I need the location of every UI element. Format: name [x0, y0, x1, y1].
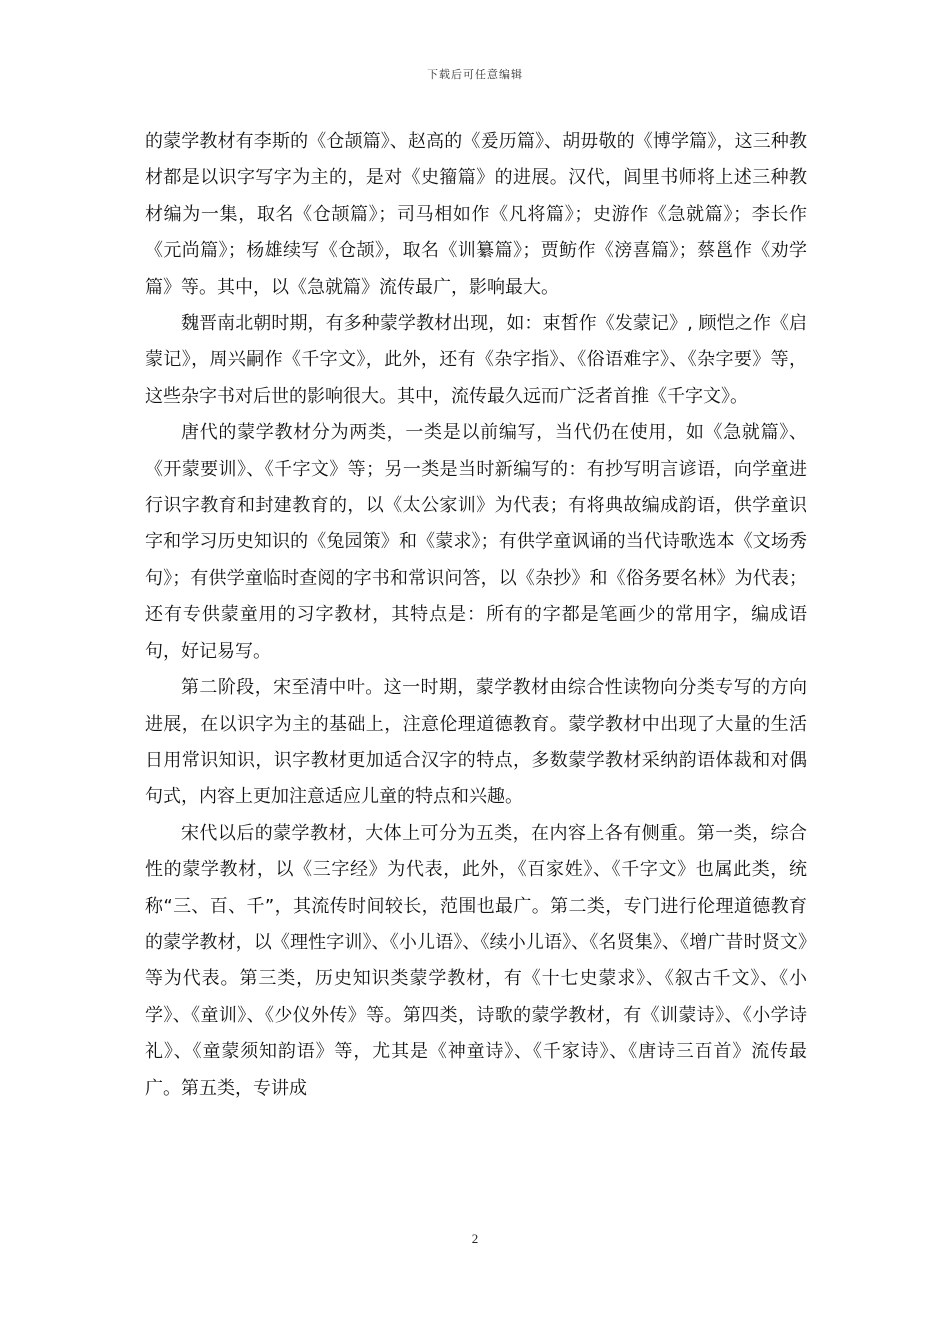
paragraph: 第二阶段，宋至清中叶。这一时期，蒙学教材由综合性读物向分类专写的方向进展，在以识字为主的基础上，注意伦理道德教育。蒙学教材中出现了大量的生活日用常识知识，识字教材更加适合汉字的特点，多数蒙学教材采纳韵语体裁和对偶句式，内容上更加注意适应儿童的特点和兴趣。	[145, 677, 807, 808]
body-text	[145, 124, 807, 1107]
paragraph: 的蒙学教材有李斯的《仓颉篇》、赵高的《爰历篇》、胡毋敬的《博学篇》，这三种教材都是以识字写字为主的，是对《史籀篇》的进展。汉代，闾里书师将上述三种教材编为一集，取名《仓颉篇》；司马相如作《凡将篇》；史游作《急就篇》；李长作《元尚篇》；杨雄续写《仓颉》，取名《训纂篇》；贾鲂作《滂喜篇》；蔡邕作《劝学篇》等。其中，以《急就篇》流传最广，影响最大。	[145, 131, 807, 298]
page-number: 2	[471, 1231, 479, 1246]
paragraph: 唐代的蒙学教材分为两类，一类是以前编写，当代仍在使用，如《急就篇》、《开蒙要训》、《千字文》等；另一类是当时新编写的：有抄写明言谚语，向学童进行识字教育和封建教育的，以《太公家训》为代表；有将典故编成韵语，供学童识字和学习历史知识的《兔园策》和《蒙求》；有供学童讽诵的当代诗歌选本《文场秀句》；有供学童临时查阅的字书和常识问答，以《杂抄》和《俗务要名林》为代表；还有专供蒙童用的习字教材，其特点是：所有的字都是笔画少的常用字，编成语句，好记易写。	[145, 422, 807, 662]
paragraph: 魏晋南北朝时期，有多种蒙学教材出现，如：束皙作《发蒙记》, 顾恺之作《启蒙记》，周兴嗣作《千字文》，此外，还有《杂字指》、《俗语难字》、《杂字要》等，这些杂字书对后世的影响很大。其中，流传最久远而广泛者首推《千字文》。	[145, 313, 807, 407]
page-header: 下载后可任意编辑	[427, 68, 523, 81]
paragraph: 宋代以后的蒙学教材，大体上可分为五类，在内容上各有侧重。第一类，综合性的蒙学教材，以《三字经》为代表，此外，《百家姓》、《千字文》也属此类，统称“三、百、千”，其流传时间较长，范围也最广。第二类，专门进行伦理道德教育的蒙学教材，以《理性字训》、《小儿语》、《续小儿语》、《名贤集》、《增广昔时贤文》等为代表。第三类，历史知识类蒙学教材，有《十七史蒙求》、《叙古千文》、《小学》、《童训》、《少仪外传》等。第四类，诗歌的蒙学教材，有《训蒙诗》、《小学诗礼》、《童蒙须知韵语》等，尤其是《神童诗》、《千家诗》、《唐诗三百首》流传最广。第五类，专讲成	[145, 822, 807, 1099]
